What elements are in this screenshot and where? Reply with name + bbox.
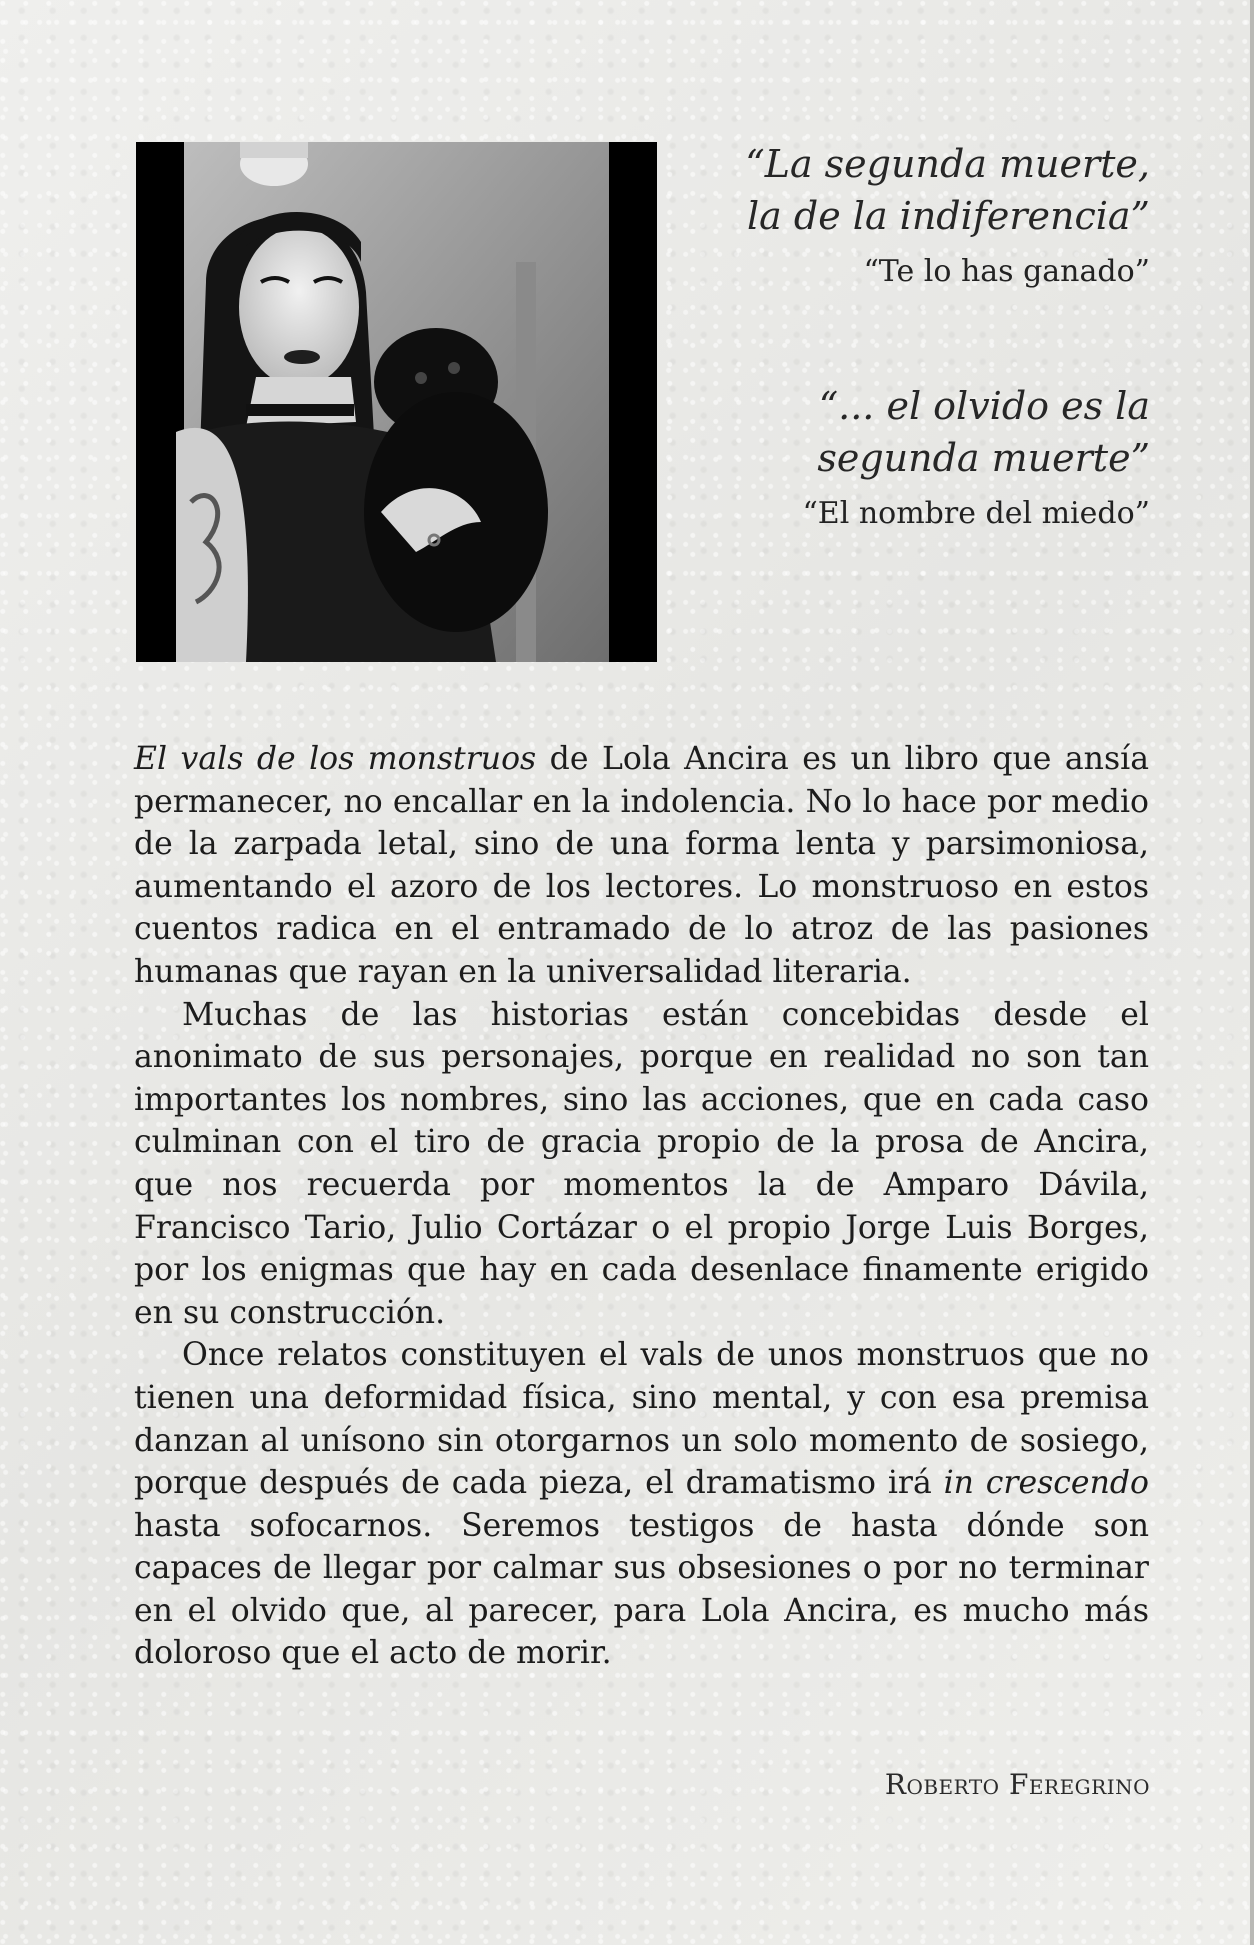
epigraph-1-source: “Te lo has ganado” xyxy=(863,254,1150,289)
epigraph-2-line-1: “... el olvido es la xyxy=(818,384,1150,428)
author-signature: Roberto Feregrino xyxy=(884,1768,1150,1801)
paragraph-3-text-before: Once relatos constituyen el vals de unos monstruos que no tienen una deformidad física, sino mental, y con esa premisa danzan al unísono sin otorgarnos un solo momento de sosiego, porque después de cada pieza, el dramatismo irá xyxy=(134,1337,1149,1502)
page-edge xyxy=(1250,0,1254,1945)
paragraph-3-italic: in crescendo xyxy=(943,1465,1149,1502)
author-photo-image xyxy=(136,142,657,662)
paragraph-2 xyxy=(134,994,1149,1335)
paragraph-2-text: Muchas de las historias están concebidas desde el anonimato de sus personajes, porque en realidad no son tan importantes los nombres, sino las acciones, que en cada caso culminan con el tiro de gracia propio de la prosa de Ancira, que nos recuerda por momentos la de Amparo Dávila, Francisco Tario, Julio Cortázar o el propio Jorge Luis Borges, por los enigmas que hay en cada desenlace finamente erigido en su construcción. xyxy=(134,996,1149,1331)
author-photo xyxy=(136,142,657,662)
review-text xyxy=(134,738,1149,1675)
paragraph-3-text-after: hasta sofocarnos. Seremos testigos de hasta dónde son capaces de llegar por calmar sus obsesiones o por no terminar en el olvido que, al parecer, para Lola Ancira, es mucho más doloroso que el acto de morir. xyxy=(134,1507,1149,1672)
epigraph-2 xyxy=(630,380,1150,534)
epigraph-2-line-2: segunda muerte” xyxy=(817,436,1150,480)
paragraph-1 xyxy=(134,738,1149,994)
epigraphs xyxy=(630,138,1150,534)
paragraph-3 xyxy=(134,1334,1149,1675)
epigraph-1 xyxy=(630,138,1150,292)
epigraph-2-source: “El nombre del miedo” xyxy=(802,496,1150,531)
book-title: El vals de los monstruos xyxy=(134,741,537,777)
paragraph-1-text: de Lola Ancira es un libro que ansía permanecer, no encallar en la indolencia. No lo hace por medio de la zarpada letal, sino de una forma lenta y parsimoniosa, aumentando el azoro de los lectores. Lo monstruoso en estos cuentos radica en el entramado de lo atroz de las pasiones humanas que rayan en la universalidad literaria. xyxy=(134,741,1149,990)
epigraph-1-line-1: “La segunda muerte, xyxy=(745,142,1150,186)
epigraph-1-line-2: la de la indiferencia” xyxy=(747,194,1150,238)
